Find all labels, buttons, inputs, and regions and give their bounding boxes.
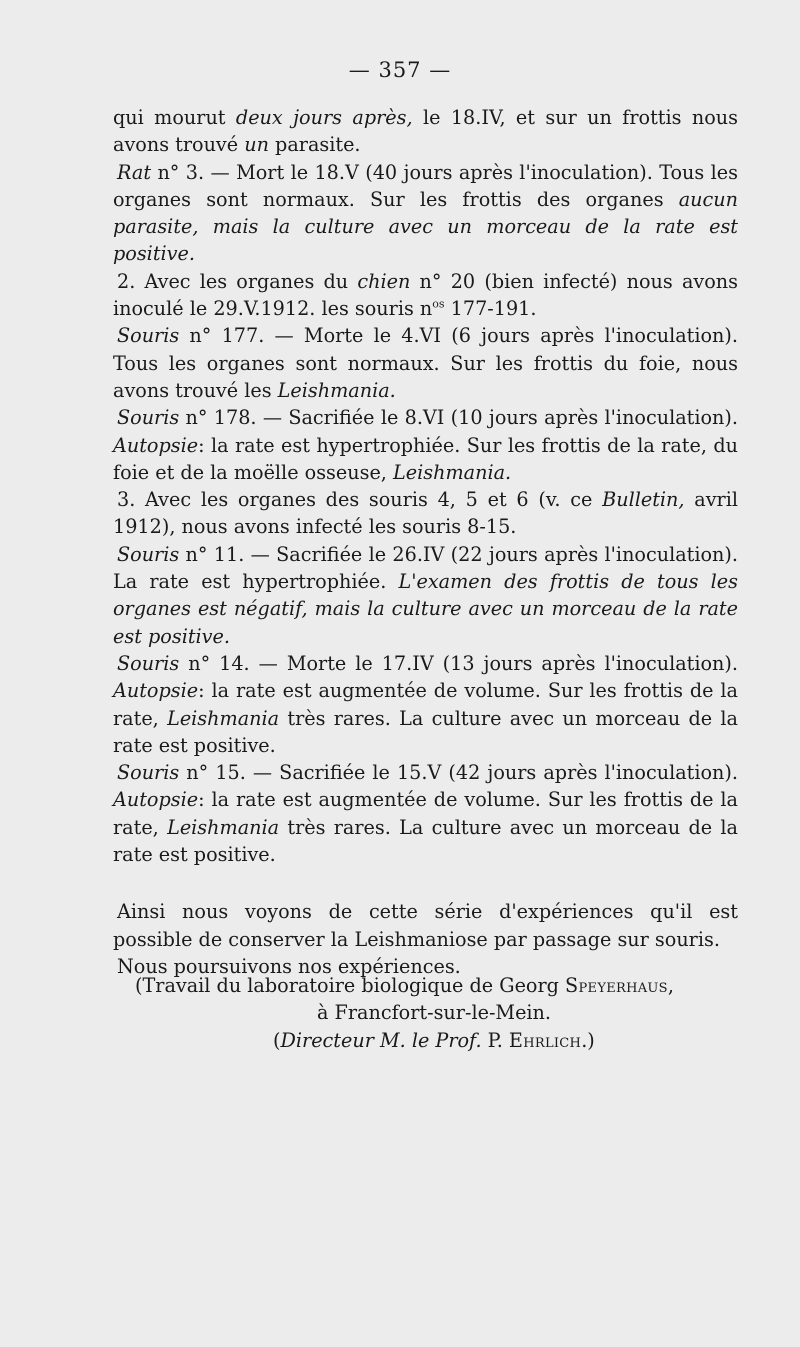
text-run: n° 15. — Sacrifiée le 15.V (42 jours après l'inoculation). [179, 761, 738, 785]
text-run: P. [481, 1028, 509, 1052]
italic-run: Directeur M. le Prof. [280, 1028, 482, 1052]
text-run: 3. Avec les organes des souris 4, 5 et 6 (v. ce [117, 488, 603, 512]
text-run: .) [581, 1028, 595, 1052]
italic-run: L'examen des frottis de tous les organes est négatif, mais la culture avec un morceau de la rate est positive. [113, 570, 738, 648]
paragraph-6 [113, 486, 738, 541]
paragraph-7 [113, 541, 738, 650]
credit-line-1 [135, 972, 755, 999]
paragraph-5 [113, 404, 738, 486]
small-caps-run: Ehrlich [508, 1028, 582, 1052]
superscript: os [432, 297, 445, 311]
text-run: qui mourut [113, 106, 236, 129]
text-run: (Travail du laboratoire biologique de Georg [135, 974, 566, 997]
italic-run: Autopsie [113, 679, 199, 703]
text-run: : la rate est augmentée de volume. Sur les frottis de la rate, [113, 679, 738, 730]
paragraph-11: Nous poursuivons nos expériences. [117, 954, 461, 978]
italic-run: Autopsie [113, 433, 199, 457]
italic-run: Souris [117, 406, 180, 430]
paragraph-8 [113, 650, 738, 759]
italic-run: Leishmania. [393, 460, 512, 484]
credit-line-3 [135, 1027, 755, 1054]
text-run: avril 1912), nous avons infecté les souris 8-15. [113, 488, 738, 539]
paragraph-3 [113, 268, 738, 323]
credit-block [135, 972, 755, 1054]
paragraph-9 [113, 759, 738, 868]
text-run: n° 178. — Sacrifiée le 8.VI (10 jours après l'inoculation). [179, 406, 738, 430]
text-run: : la rate est augmentée de volume. Sur les frottis de la rate, [113, 788, 738, 839]
paragraph-4 [113, 322, 738, 404]
small-caps-run: Speyerhaus, [565, 974, 675, 997]
text-run: 177-191. [444, 297, 537, 321]
text-run: le 18.IV, et sur un frottis nous avons trouvé [113, 106, 738, 157]
italic-run: chien [357, 269, 411, 293]
body-text [113, 104, 738, 980]
italic-run: Rat [117, 160, 152, 184]
text-run: n° 3. — Mort le 18.V (40 jours après l'inoculation). Tous les organes sont normaux. Sur les frottis des organes [113, 160, 738, 211]
text-run: n° 177. — Morte le 4.VI (6 jours après l'inoculation). Tous les organes sont normaux. Sur les frottis du foie, nous avons trouvé les [113, 324, 738, 402]
text-run: : la rate est hypertrophiée. Sur les frottis de la rate, du foie et de la moëlle osseuse, [113, 433, 738, 484]
italic-run: Bulletin, [602, 488, 685, 512]
text-run: n° 11. — Sacrifiée le 26.IV (22 jours après l'inoculation). La rate est hypertrophiée. [113, 542, 738, 594]
spacer [113, 868, 738, 898]
text-run: ( [273, 1028, 281, 1052]
text-run: n° 14. — Morte le 17.IV (13 jours après l'inoculation). [179, 651, 738, 675]
italic-run: deux jours après, [235, 106, 413, 129]
paragraph-1 [113, 104, 738, 159]
italic-run: Autopsie [113, 788, 199, 812]
paragraph-2 [113, 159, 738, 268]
italic-run: Souris [117, 761, 180, 785]
italic-run: aucun parasite, mais la culture avec un morceau de la rate est positive. [113, 187, 738, 266]
italic-run: Leishmania [167, 815, 280, 839]
text-run: 2. Avec les organes du [117, 269, 358, 293]
italic-run: Leishmania. [277, 378, 396, 402]
text-run: parasite. [268, 133, 361, 157]
text-run: très rares. La culture avec un morceau de la rate est positive. [113, 706, 738, 757]
italic-run: un [244, 133, 269, 157]
credit-line-2: à Francfort-sur-le-Mein. [317, 1001, 552, 1025]
text-run: n° 20 (bien infecté) nous avons inoculé le 29.V.1912. les souris n [113, 269, 738, 321]
italic-run: Leishmania [167, 706, 280, 730]
text-run: très rares. La culture avec un morceau de la rate est positive. [113, 815, 738, 867]
italic-run: Souris [117, 542, 180, 566]
paragraph-10: Ainsi nous voyons de cette série d'expériences qu'il est possible de conserver la Leishmaniose par passage sur souris. [113, 900, 738, 951]
page-number: — 357 — [348, 58, 452, 82]
italic-run: Souris [117, 324, 180, 348]
italic-run: Souris [117, 651, 180, 675]
